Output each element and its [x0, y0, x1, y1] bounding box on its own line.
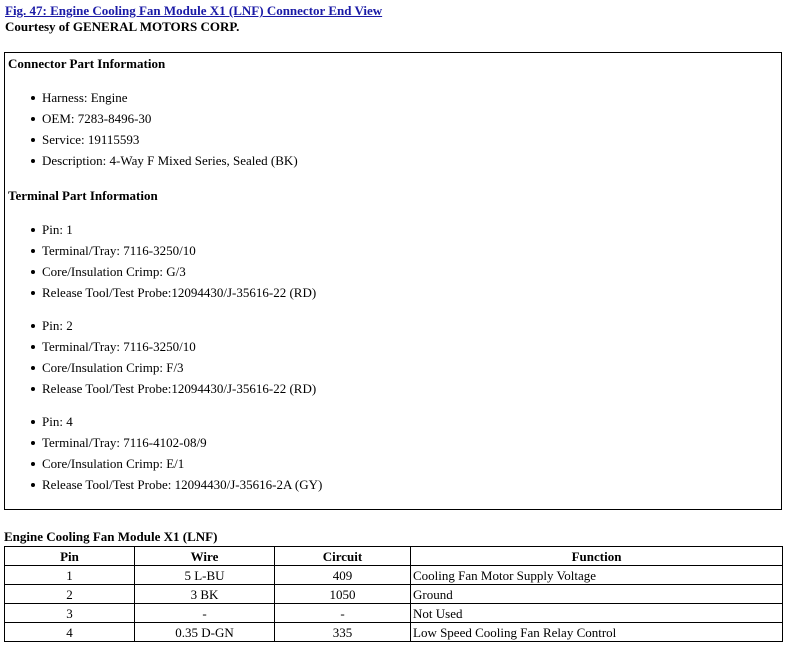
- bullet-icon: [31, 117, 35, 121]
- table-row: [5, 604, 783, 623]
- function-cell: Low Speed Cooling Fan Relay Control: [411, 623, 783, 642]
- list-item-text: Terminal/Tray: 7116-3250/10: [42, 243, 196, 258]
- bullet-icon: [31, 159, 35, 163]
- list-item-text: OEM: 7283-8496-30: [42, 111, 152, 126]
- list-item-text: Release Tool/Test Probe: 12094430/J-35616-2A (GY): [42, 477, 323, 492]
- courtesy-text: Courtesy of GENERAL MOTORS CORP.: [5, 19, 240, 34]
- pin-table: [4, 546, 783, 642]
- list-item-text: Release Tool/Test Probe:12094430/J-35616-22 (RD): [42, 285, 317, 300]
- list-item: [5, 219, 316, 240]
- bullet-icon: [31, 441, 35, 445]
- list-item: [5, 432, 322, 453]
- list-item: [5, 453, 322, 474]
- bullet-icon: [31, 345, 35, 349]
- pin-cell: 1: [5, 566, 135, 585]
- list-item: [5, 378, 316, 399]
- list-item-text: Description: 4-Way F Mixed Series, Sealed (BK): [42, 153, 298, 168]
- bullet-icon: [31, 249, 35, 253]
- list-item: [5, 129, 298, 150]
- terminal-part-heading: Terminal Part Information: [8, 188, 158, 203]
- bullet-icon: [31, 420, 35, 424]
- circuit-cell: 1050: [275, 585, 411, 604]
- column-header-wire: Wire: [135, 547, 275, 566]
- list-item: [5, 411, 322, 432]
- table-row: [5, 623, 783, 642]
- list-item: [5, 357, 316, 378]
- list-item: [5, 261, 316, 282]
- column-header-pin: Pin: [5, 547, 135, 566]
- wire-cell: 3 BK: [135, 585, 275, 604]
- list-item-text: Pin: 4: [42, 414, 73, 429]
- pin-table-caption: Engine Cooling Fan Module X1 (LNF): [4, 529, 218, 544]
- bullet-icon: [31, 228, 35, 232]
- function-cell: Cooling Fan Motor Supply Voltage: [411, 566, 783, 585]
- list-item: [5, 150, 298, 171]
- bullet-icon: [31, 96, 35, 100]
- bullet-icon: [31, 291, 35, 295]
- list-item: [5, 282, 316, 303]
- table-header-row: [5, 547, 783, 566]
- connector-part-heading: Connector Part Information: [8, 56, 166, 71]
- list-item-text: Service: 19115593: [42, 132, 140, 147]
- list-item: [5, 108, 298, 129]
- connector-part-list: [5, 87, 298, 171]
- column-header-function: Function: [411, 547, 783, 566]
- pin-cell: 4: [5, 623, 135, 642]
- list-item-text: Pin: 2: [42, 318, 73, 333]
- function-cell: Not Used: [411, 604, 783, 623]
- bullet-icon: [31, 483, 35, 487]
- circuit-cell: -: [275, 604, 411, 623]
- bullet-icon: [31, 138, 35, 142]
- pin-cell: 3: [5, 604, 135, 623]
- bullet-icon: [31, 387, 35, 391]
- bullet-icon: [31, 270, 35, 274]
- bullet-icon: [31, 366, 35, 370]
- list-item: [5, 240, 316, 261]
- circuit-cell: 409: [275, 566, 411, 585]
- list-item: [5, 336, 316, 357]
- list-item-text: Core/Insulation Crimp: G/3: [42, 264, 186, 279]
- column-header-circuit: Circuit: [275, 547, 411, 566]
- part-information-box: [4, 52, 782, 510]
- list-item-text: Pin: 1: [42, 222, 73, 237]
- wire-cell: -: [135, 604, 275, 623]
- terminal-group-pin-4: [5, 411, 322, 495]
- bullet-icon: [31, 462, 35, 466]
- wire-cell: 0.35 D-GN: [135, 623, 275, 642]
- terminal-group-pin-2: [5, 315, 316, 399]
- bullet-icon: [31, 324, 35, 328]
- figure-title-link[interactable]: Fig. 47: Engine Cooling Fan Module X1 (LNF) Connector End View: [5, 3, 383, 18]
- list-item: [5, 474, 322, 495]
- function-cell: Ground: [411, 585, 783, 604]
- pin-cell: 2: [5, 585, 135, 604]
- list-item-text: Terminal/Tray: 7116-4102-08/9: [42, 435, 207, 450]
- list-item-text: Release Tool/Test Probe:12094430/J-35616-22 (RD): [42, 381, 317, 396]
- wire-cell: 5 L-BU: [135, 566, 275, 585]
- terminal-group-pin-1: [5, 219, 316, 303]
- circuit-cell: 335: [275, 623, 411, 642]
- list-item-text: Terminal/Tray: 7116-3250/10: [42, 339, 196, 354]
- list-item-text: Harness: Engine: [42, 90, 128, 105]
- list-item-text: Core/Insulation Crimp: E/1: [42, 456, 185, 471]
- table-row: [5, 566, 783, 585]
- list-item: [5, 87, 298, 108]
- table-row: [5, 585, 783, 604]
- list-item: [5, 315, 316, 336]
- list-item-text: Core/Insulation Crimp: F/3: [42, 360, 184, 375]
